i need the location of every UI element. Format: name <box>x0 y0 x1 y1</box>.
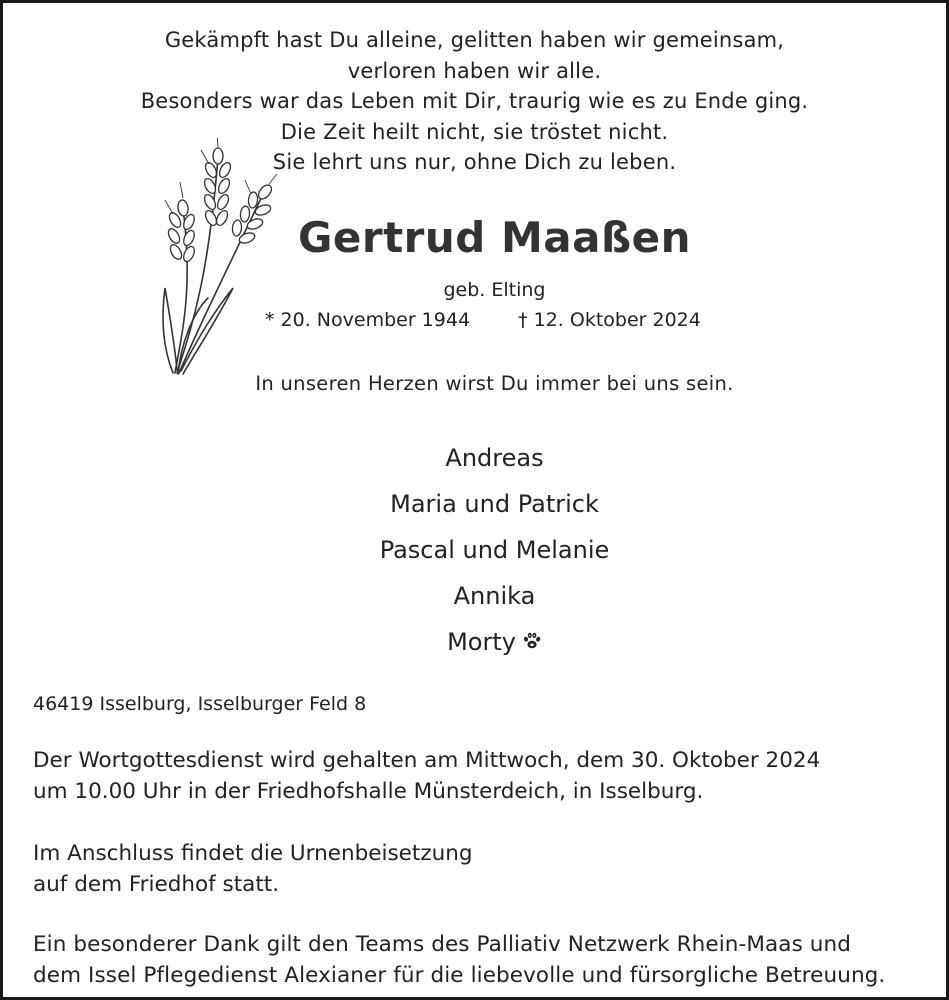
deceased-name: Gertrud Maaßen <box>297 213 692 262</box>
family-member-pet <box>43 619 946 665</box>
poem <box>3 25 946 178</box>
thanks-line: Ein besonderer Dank gilt den Teams des Palliativ Netzwerk Rhein-Maas und <box>33 932 852 957</box>
poem-line: verloren haben wir alle. <box>347 58 602 83</box>
family-member: Annika <box>453 582 536 610</box>
service-info <box>33 745 820 807</box>
paw-print-icon <box>522 631 542 651</box>
thanks-note <box>33 929 885 991</box>
burial-line: auf dem Friedhof statt. <box>33 872 280 897</box>
poem-line: Sie lehrt uns nur, ohne Dich zu leben. <box>272 150 677 174</box>
poem-line: Die Zeit heilt nicht, sie tröstet nicht. <box>280 119 669 144</box>
family-list <box>3 435 946 665</box>
birth-date: * 20. November 1944 <box>265 309 471 331</box>
poem-line: Besonders war das Leben mit Dir, traurig wie es zu Ende ging. <box>140 89 809 113</box>
death-date: † 12. Oktober 2024 <box>518 309 701 331</box>
address: 46419 Isselburg, Isselburger Feld 8 <box>33 693 367 715</box>
service-line: Der Wortgottesdienst wird gehalten am Mittwoch, dem 30. Oktober 2024 <box>33 748 821 773</box>
life-dates <box>265 309 701 331</box>
family-member: Pascal und Melanie <box>379 536 610 564</box>
thanks-line: dem Issel Pflegedienst Alexianer für die liebevolle und fürsorgliche Betreuung. <box>33 963 886 988</box>
burial-line: Im Anschluss findet die Urnenbeisetzung <box>33 841 473 866</box>
burial-info <box>33 838 473 900</box>
service-line: um 10.00 Uhr in der Friedhofshalle Münsterdeich, in Isselburg. <box>33 779 704 804</box>
motto: In unseren Herzen wirst Du immer bei uns sein. <box>255 372 734 395</box>
maiden-name: geb. Elting <box>443 279 546 301</box>
family-member: Andreas <box>445 444 544 472</box>
pet-name: Morty <box>447 628 516 656</box>
family-member: Maria und Patrick <box>390 490 599 518</box>
poem-line: Gekämpft hast Du alleine, gelitten haben wir gemeinsam, <box>164 28 785 52</box>
